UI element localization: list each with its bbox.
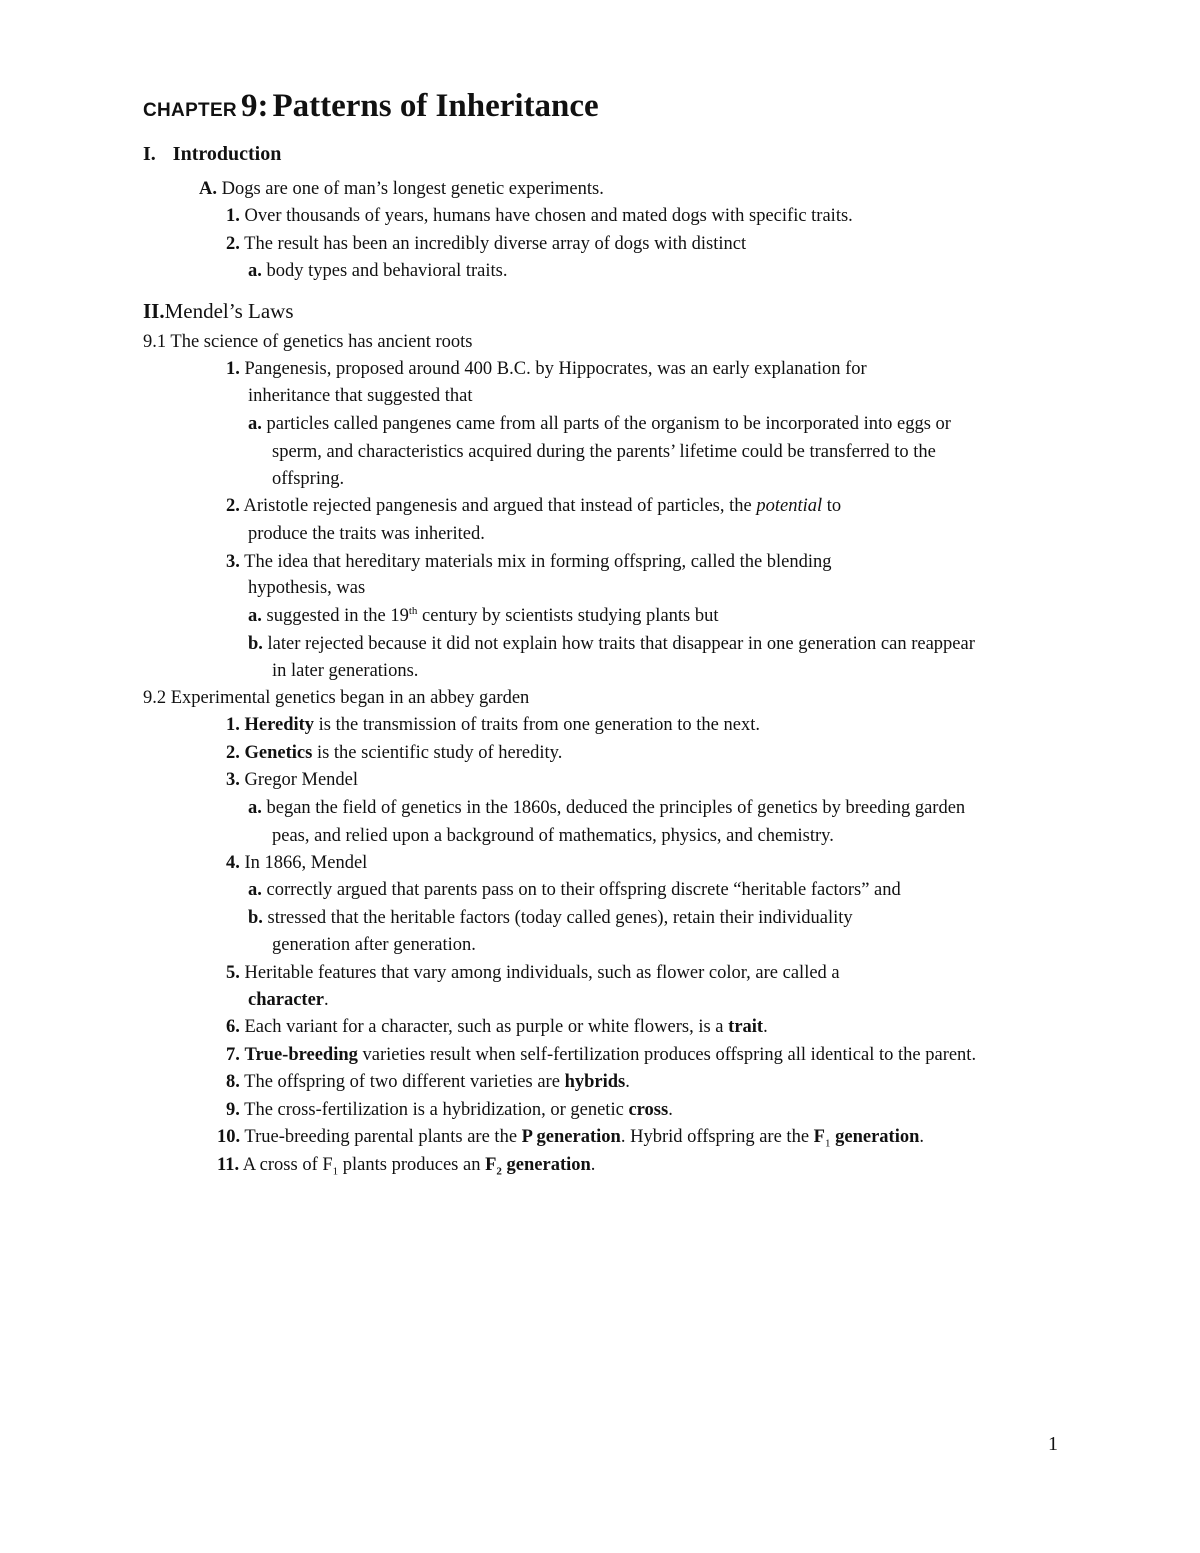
item-text: suggested in the 19 bbox=[266, 606, 409, 626]
outline-item bbox=[226, 1043, 976, 1067]
item-text: stressed that the heritable factors (today called genes), retain their individuality bbox=[267, 908, 853, 928]
section-number: II. bbox=[143, 299, 165, 323]
section-number: I. bbox=[143, 143, 156, 165]
item-continuation bbox=[248, 988, 329, 1012]
outline-item bbox=[248, 632, 975, 656]
item-label: 2. bbox=[226, 234, 240, 254]
outline-item bbox=[217, 1153, 595, 1177]
item-continuation: hypothesis, was bbox=[248, 578, 366, 598]
item-label: 5. bbox=[226, 963, 240, 983]
item-text: began the field of genetics in the 1860s, deduced the principles of genetics by breeding garden bbox=[266, 798, 966, 818]
item-text: is the transmission of traits from one generation to the next. bbox=[314, 715, 760, 735]
term-bold: cross bbox=[628, 1100, 669, 1120]
item-continuation: offspring. bbox=[272, 469, 345, 489]
item-text: varieties result when self-fertilization produces offspring all identical to the parent. bbox=[357, 1045, 977, 1065]
item-text: In 1866, Mendel bbox=[244, 853, 368, 873]
item-label: 2. bbox=[226, 743, 240, 763]
subscript: 1 bbox=[332, 1165, 339, 1178]
outline-item bbox=[226, 204, 853, 228]
item-text: . Hybrid offspring are the bbox=[620, 1127, 814, 1147]
item-text: century by scientists studying plants but bbox=[417, 606, 719, 626]
chapter-number: 9: bbox=[240, 88, 269, 124]
item-text: Heritable features that vary among individuals, such as flower color, are called a bbox=[244, 963, 840, 983]
item-label: 4. bbox=[226, 853, 240, 873]
item-text: correctly argued that parents pass on to their offspring discrete “heritable factors” and bbox=[266, 880, 901, 900]
outline-item bbox=[226, 768, 358, 792]
term-bold: character bbox=[248, 990, 325, 1010]
item-label: 9. bbox=[226, 1100, 240, 1120]
outline-item bbox=[248, 604, 719, 628]
item-text: The offspring of two different varieties are bbox=[244, 1072, 565, 1092]
item-label: b. bbox=[248, 908, 263, 928]
emphasis-text: potential bbox=[756, 496, 823, 516]
outline-item bbox=[199, 177, 604, 201]
item-label: 11. bbox=[217, 1155, 240, 1175]
chapter-title bbox=[143, 88, 599, 125]
item-label: 1. bbox=[226, 715, 240, 735]
outline-item bbox=[226, 713, 760, 737]
superscript: th bbox=[408, 604, 418, 617]
term-bold: F bbox=[485, 1155, 497, 1175]
item-text: . bbox=[763, 1017, 768, 1037]
section-heading-introduction bbox=[143, 143, 281, 166]
item-label: 7. bbox=[226, 1045, 240, 1065]
chapter-title-text: Patterns of Inheritance bbox=[272, 88, 599, 124]
item-text: Pangenesis, proposed around 400 B.C. by Hippocrates, was an early explanation for bbox=[244, 359, 867, 379]
item-label: b. bbox=[248, 634, 263, 654]
outline-item bbox=[226, 1015, 768, 1039]
item-label: 3. bbox=[226, 770, 240, 790]
item-text: to bbox=[822, 496, 842, 516]
subscript: 1 bbox=[824, 1137, 831, 1150]
item-label: 3. bbox=[226, 552, 240, 572]
item-text: Each variant for a character, such as purple or white flowers, is a bbox=[244, 1017, 729, 1037]
item-label: a. bbox=[248, 414, 262, 434]
term-bold: trait bbox=[728, 1017, 764, 1037]
item-label: a. bbox=[248, 261, 262, 281]
item-label: 1. bbox=[226, 359, 240, 379]
item-text: The idea that hereditary materials mix in forming offspring, called the blending bbox=[244, 552, 832, 572]
item-continuation: sperm, and characteristics acquired during the parents’ lifetime could be transferred to the bbox=[272, 442, 936, 462]
page-number: 1 bbox=[1048, 1433, 1058, 1455]
item-text: Over thousands of years, humans have chosen and mated dogs with specific traits. bbox=[244, 206, 853, 226]
item-continuation: generation after generation. bbox=[272, 935, 476, 955]
outline-item bbox=[248, 906, 853, 930]
term-bold: P generation bbox=[521, 1127, 621, 1147]
outline-item bbox=[226, 232, 746, 256]
term-bold: generation bbox=[501, 1155, 591, 1175]
item-continuation: in later generations. bbox=[272, 661, 419, 681]
item-text: Gregor Mendel bbox=[244, 770, 359, 790]
item-continuation: produce the traits was inherited. bbox=[248, 524, 485, 544]
item-text: particles called pangenes came from all parts of the organism to be incorporated into eggs or bbox=[266, 414, 951, 434]
outline-item bbox=[226, 1098, 673, 1122]
item-text: . bbox=[668, 1100, 673, 1120]
item-continuation: peas, and relied upon a background of mathematics, physics, and chemistry. bbox=[272, 826, 834, 846]
chapter-label: CHAPTER bbox=[143, 100, 237, 121]
outline-item bbox=[248, 878, 901, 902]
outline-item bbox=[248, 412, 951, 436]
outline-item bbox=[217, 1125, 924, 1149]
outline-item bbox=[226, 961, 840, 985]
item-text: body types and behavioral traits. bbox=[266, 261, 508, 281]
item-text: The result has been an incredibly diverse array of dogs with distinct bbox=[244, 234, 747, 254]
item-label: 6. bbox=[226, 1017, 240, 1037]
section-title: Mendel’s Laws bbox=[164, 299, 294, 323]
item-text: is the scientific study of heredity. bbox=[312, 743, 563, 763]
outline-item bbox=[226, 741, 562, 765]
item-label: 8. bbox=[226, 1072, 240, 1092]
subsection-heading: 9.1 The science of genetics has ancient roots bbox=[143, 332, 473, 352]
term-bold: F bbox=[813, 1127, 825, 1147]
term-bold: generation bbox=[830, 1127, 920, 1147]
outline-item bbox=[226, 357, 867, 381]
term-bold: Heredity bbox=[244, 715, 315, 735]
section-heading-mendels-laws bbox=[143, 299, 294, 324]
outline-item bbox=[226, 550, 832, 574]
item-label: a. bbox=[248, 606, 262, 626]
item-text: Dogs are one of man’s longest genetic experiments. bbox=[221, 179, 604, 199]
item-text: . bbox=[625, 1072, 630, 1092]
item-text: A cross of F bbox=[242, 1155, 333, 1175]
item-text: The cross-fertilization is a hybridization, or genetic bbox=[244, 1100, 629, 1120]
subsection-heading: 9.2 Experimental genetics began in an abbey garden bbox=[143, 688, 530, 708]
item-text: plants produces an bbox=[338, 1155, 486, 1175]
term-bold: hybrids bbox=[564, 1072, 626, 1092]
item-label: 10. bbox=[217, 1127, 241, 1147]
item-text: . bbox=[919, 1127, 924, 1147]
outline-item bbox=[248, 259, 507, 283]
outline-item bbox=[226, 851, 367, 875]
item-label: A. bbox=[199, 179, 217, 199]
item-text: later rejected because it did not explain how traits that disappear in one generation can reappear bbox=[267, 634, 975, 654]
item-label: 1. bbox=[226, 206, 240, 226]
item-text: Aristotle rejected pangenesis and argued that instead of particles, the bbox=[243, 496, 757, 516]
item-label: a. bbox=[248, 798, 262, 818]
section-title: Introduction bbox=[172, 143, 282, 165]
term-bold: True-breeding bbox=[244, 1045, 358, 1065]
outline-item bbox=[226, 1070, 630, 1094]
term-bold: Genetics bbox=[244, 743, 313, 763]
subscript: 2 bbox=[496, 1165, 502, 1178]
item-text: True-breeding parental plants are the bbox=[244, 1127, 522, 1147]
item-label: 2. bbox=[226, 496, 240, 516]
outline-item bbox=[248, 796, 965, 820]
outline-item bbox=[226, 494, 841, 518]
item-continuation: inheritance that suggested that bbox=[248, 386, 473, 406]
item-text: . bbox=[590, 1155, 596, 1175]
item-label: a. bbox=[248, 880, 262, 900]
item-text: . bbox=[324, 990, 329, 1010]
